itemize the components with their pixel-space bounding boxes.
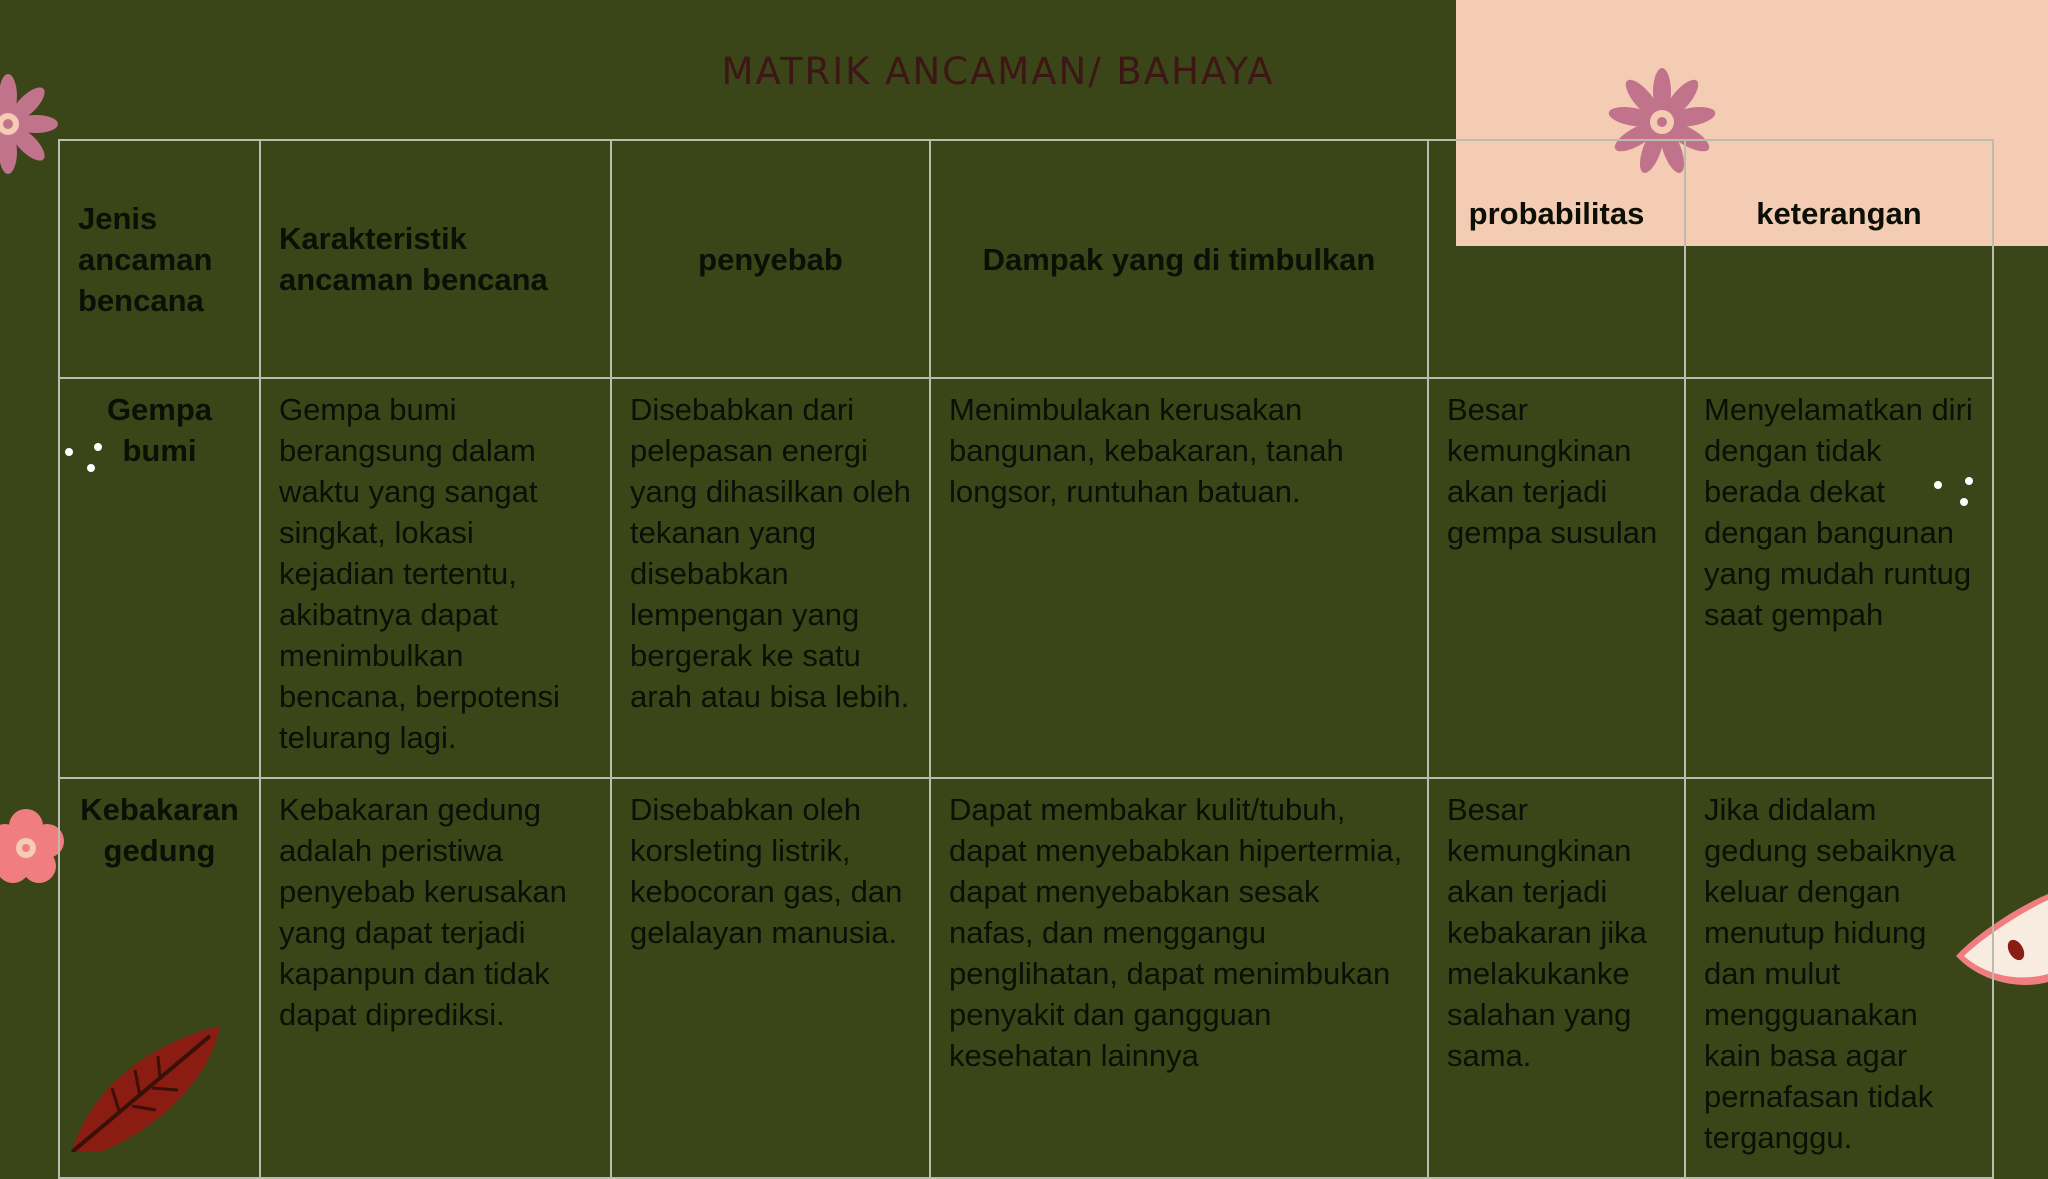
- cell-probabilitas: Besar kemungkinan akan terjadi kebakaran jika melakukanke salahan yang sama.: [1428, 778, 1685, 1178]
- cell-probabilitas: Besar kemungkinan akan terjadi gempa susulan: [1428, 378, 1685, 778]
- table-header-row: [59, 140, 1993, 378]
- header-probabilitas: probabilitas: [1428, 140, 1685, 378]
- header-penyebab: penyebab: [611, 140, 930, 378]
- cell-keterangan: Menyelamatkan diri dengan tidak berada dekat dengan bangunan yang mudah runtug saat gempah: [1685, 378, 1993, 778]
- slide-title: MATRIK ANCAMAN/ BAHAYA: [721, 50, 1275, 93]
- header-jenis: Jenis ancaman bencana: [59, 140, 260, 378]
- cell-penyebab: Disebabkan dari pelepasan energi yang dihasilkan oleh tekanan yang disebabkan lempengan yang bergerak ke satu arah atau bisa lebih.: [611, 378, 930, 778]
- cell-dampak: Menimbulakan kerusakan bangunan, kebakaran, tanah longsor, runtuhan batuan.: [930, 378, 1428, 778]
- header-dampak: Dampak yang di timbulkan: [930, 140, 1428, 378]
- cell-karakteristik: Kebakaran gedung adalah peristiwa penyebab kerusakan yang dapat terjadi kapanpun dan tidak dapat diprediksi.: [260, 778, 611, 1178]
- cell-keterangan: Jika didalam gedung sebaiknya keluar dengan menutup hidung dan mulut mengguanakan kain basa agar pernafasan tidak terganggu.: [1685, 778, 1993, 1178]
- hazard-matrix-table: [58, 139, 1994, 1179]
- cell-karakteristik: Gempa bumi berangsung dalam waktu yang sangat singkat, lokasi kejadian tertentu, akibatnya dapat menimbulkan bencana, berpotensi telurang lagi.: [260, 378, 611, 778]
- cell-jenis: Kebakaran gedung: [59, 778, 260, 1178]
- cell-dampak: Dapat membakar kulit/tubuh, dapat menyebabkan hipertermia, dapat menyebabkan sesak nafas, dan menggangu penglihatan, dapat menimbukan penyakit dan gangguan kesehatan lainnya: [930, 778, 1428, 1178]
- cell-penyebab: Disebabkan oleh korsleting listrik, kebocoran gas, dan gelalayan manusia.: [611, 778, 930, 1178]
- header-keterangan: keterangan: [1685, 140, 1993, 378]
- table-row: [59, 778, 1993, 1178]
- table-row: [59, 378, 1993, 778]
- header-karakteristik: Karakteristik ancaman bencana: [260, 140, 611, 378]
- cell-jenis: Gempa bumi: [59, 378, 260, 778]
